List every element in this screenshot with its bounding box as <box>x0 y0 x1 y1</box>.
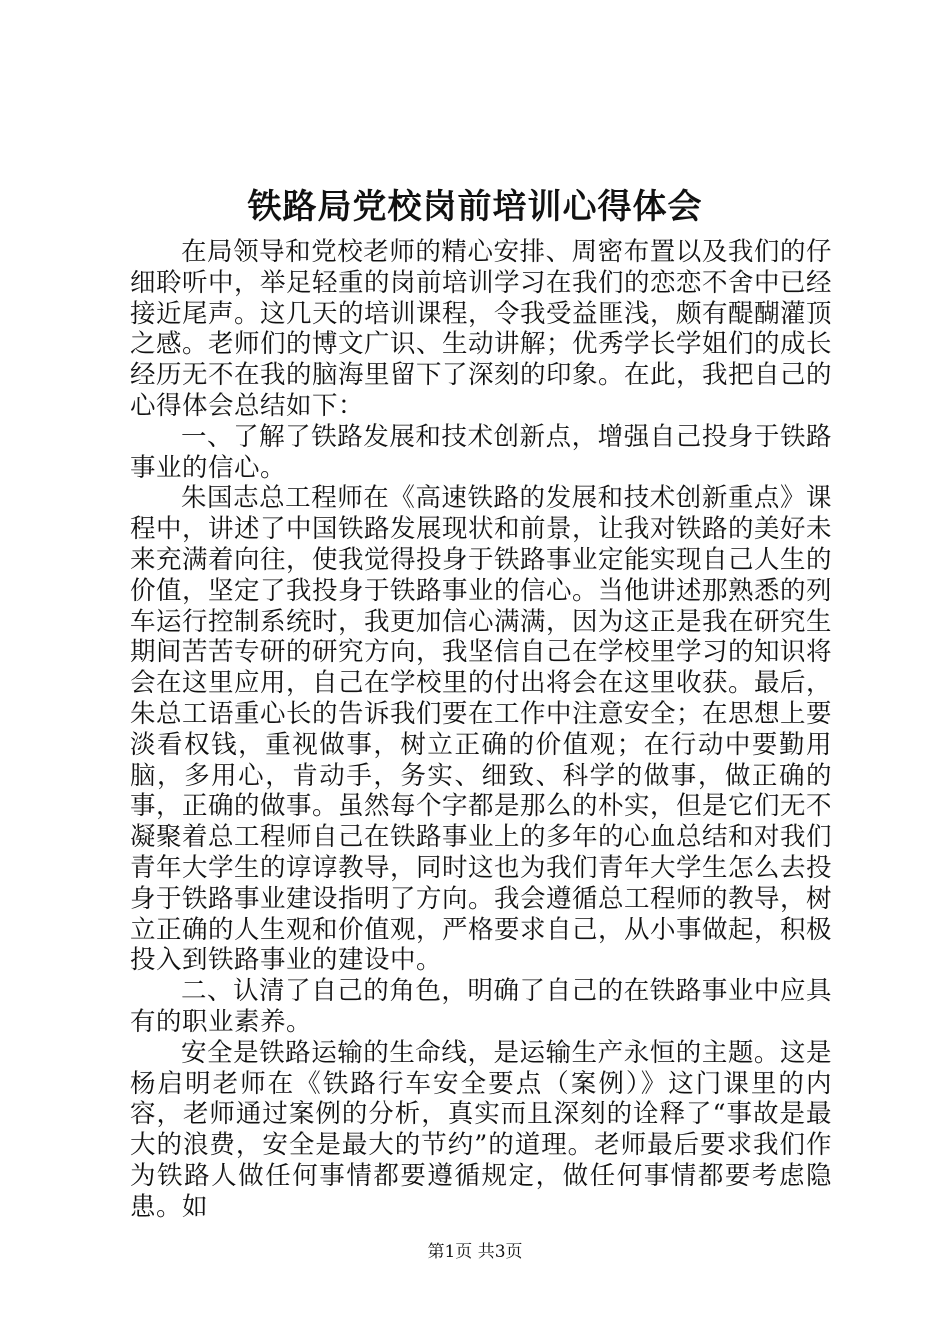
paragraph-heading-1: 一、了解了铁路发展和技术创新点，增强自己投身于铁路事业的信心。 <box>130 421 832 483</box>
document-body <box>130 237 832 1223</box>
page-number: 第1页 共3页 <box>427 1242 523 1262</box>
paragraph-section-1: 朱国志总工程师在《高速铁路的发展和技术创新重点》课程中，讲述了中国铁路发展现状和前景，让我对铁路的美好未来充满着向往，使我觉得投身于铁路事业定能实现自己人生的价值，坚定了我投身于铁路事业的信心。当他讲述那熟悉的列车运行控制系统时，我更加信心满满，因为这正是我在研究生期间苦苦专研的研究方向，我坚信自己在学校里学习的知识将会在这里应用，自己在学校里的付出将会在这里收获。最后，朱总工语重心长的告诉我们要在工作中注意安全；在思想上要淡看权钱，重视做事，树立正确的价值观；在行动中要勤用脑，多用心，肯动手，务实、细致、科学的做事，做正确的事，正确的做事。虽然每个字都是那么的朴实，但是它们无不凝聚着总工程师自己在铁路事业上的多年的心血总结和对我们青年大学生的谆谆教导，同时这也为我们青年大学生怎么去投身于铁路事业建设指明了方向。我会遵循总工程师的教导，树立正确的人生观和价值观，严格要求自己，从小事做起，积极投入到铁路事业的建设中。 <box>130 483 833 976</box>
document-title: 铁路局党校岗前培训心得体会 <box>247 187 703 227</box>
paragraph-section-2: 安全是铁路运输的生命线，是运输生产永恒的主题。这是杨启明老师在《铁路行车安全要点（案例）》这门课里的内容，老师通过案例的分析，真实而且深刻的诠释了“事故是最大的浪费，安全是最大的节约”的道理。老师最后要求我们作为铁路人做任何事情都要遵循规定，做任何事情都要考虑隐患。如 <box>130 1037 832 1222</box>
paragraph-intro: 在局领导和党校老师的精心安排、周密布置以及我们的仔细聆听中，举足轻重的岗前培训学习在我们的恋恋不舍中已经接近尾声。这几天的培训课程，令我受益匪浅，颇有醍醐灌顶之感。老师们的博文广识、生动讲解；优秀学长学姐们的成长经历无不在我的脑海里留下了深刻的印象。在此，我把自己的心得体会总结如下： <box>130 237 833 421</box>
paragraph-heading-2: 二、认清了自己的角色，明确了自己的在铁路事业中应具有的职业素养。 <box>130 976 832 1037</box>
